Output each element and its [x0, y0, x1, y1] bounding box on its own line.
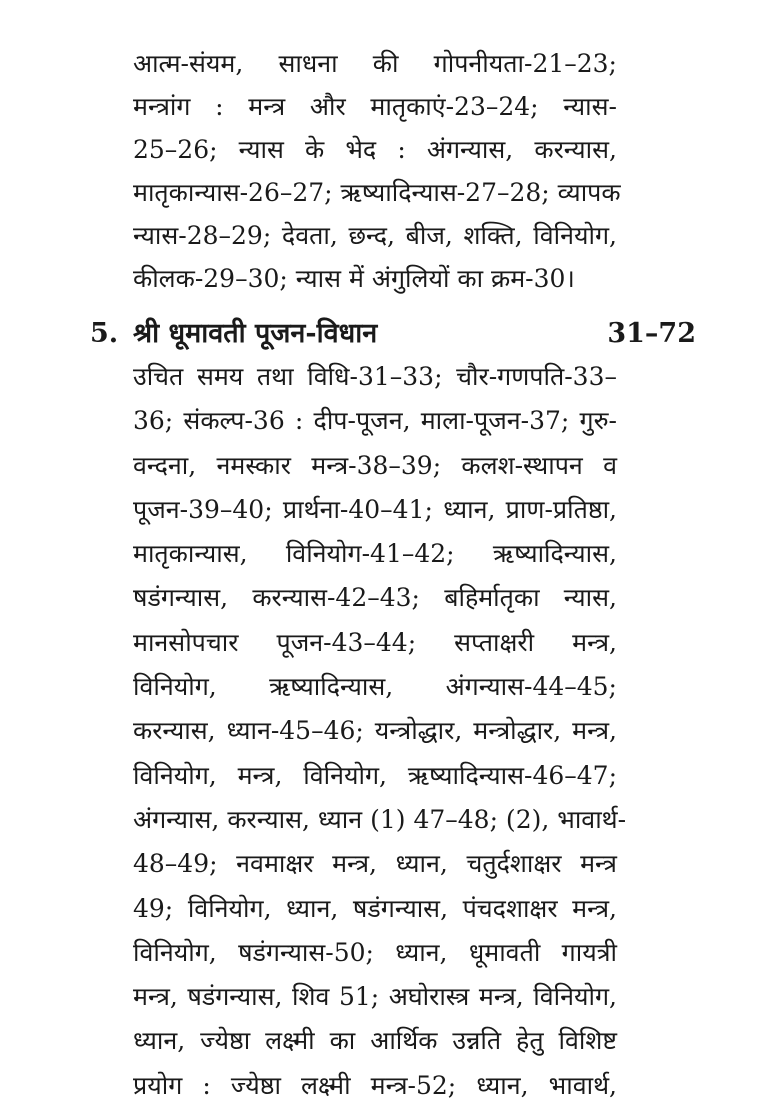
- text-line: आत्म-संयम, साधना की गोपनीयता-21–23;: [133, 49, 617, 78]
- text-line: 25–26; न्यास के भेद : अंगन्यास, करन्यास,: [133, 135, 617, 164]
- text-line: मन्त्रांग : मन्त्र और मातृकाएं-23–24; न्यास-: [133, 92, 617, 121]
- section-5-heading: [90, 312, 696, 356]
- text-line: षडंगन्यास, करन्यास-42–43; बहिर्मातृका न्यास,: [133, 583, 617, 613]
- text-line: मातृकान्यास, विनियोग-41–42; ऋष्यादिन्यास,: [133, 539, 617, 569]
- text-line: विनियोग, ऋष्यादिन्यास, अंगन्यास-44–45;: [133, 672, 617, 702]
- section-number: 5.: [90, 318, 119, 349]
- text-line: उचित समय तथा विधि-31–33; चौर-गणपति-33–: [133, 362, 617, 391]
- text-line: कीलक-29–30; न्यास में अंगुलियों का क्रम-30।: [133, 264, 575, 293]
- text-line: प्रयोग : ज्येष्ठा लक्ष्मी मन्त्र-52; ध्यान, भावार्थ,: [133, 1070, 617, 1100]
- text-line: पूजन-39–40; प्रार्थना-40–41; ध्यान, प्राण-प्रतिष्ठा,: [133, 494, 617, 524]
- text-line: 36; संकल्प-36 : दीप-पूजन, माला-पूजन-37; गुरु-: [133, 406, 617, 436]
- text-line: विनियोग, षडंगन्यास-50; ध्यान, धूमावती गायत्री: [133, 937, 617, 967]
- section-title: श्री धूमावती पूजन-विधान: [133, 318, 378, 349]
- text-line: मातृकान्यास-26–27; ऋष्यादिन्यास-27–28; व्यापक: [133, 178, 621, 207]
- section-5-contents-text: [133, 355, 627, 1108]
- text-line: 48–49; नवमाक्षर मन्त्र, ध्यान, चतुर्दशाक्षर मन्त्र: [133, 849, 617, 879]
- section-4-continued-text: [133, 42, 621, 300]
- text-line: ध्यान, ज्येष्ठा लक्ष्मी का आर्थिक उन्नति हेतु विशिष्ट: [133, 1026, 617, 1056]
- text-line: न्यास-28–29; देवता, छन्द, बीज, शक्ति, विनियोग,: [133, 221, 617, 250]
- text-line: अंगन्यास, करन्यास, ध्यान (1) 47–48; (2), भावार्थ-: [133, 804, 627, 834]
- text-line: मन्त्र, षडंगन्यास, शिव 51; अघोरास्त्र मन्त्र, विनियोग,: [133, 982, 617, 1012]
- text-line: मानसोपचार पूजन-43–44; सप्ताक्षरी मन्त्र,: [133, 627, 617, 657]
- text-line: 49; विनियोग, ध्यान, षडंगन्यास, पंचदशाक्षर मन्त्र,: [133, 893, 617, 923]
- text-line: विनियोग, मन्त्र, विनियोग, ऋष्यादिन्यास-46–47;: [133, 760, 617, 790]
- section-page-range: 31–72: [607, 318, 696, 349]
- text-line: करन्यास, ध्यान-45–46; यन्त्रोद्धार, मन्त्रोद्धार, मन्त्र,: [133, 716, 617, 746]
- text-line: वन्दना, नमस्कार मन्त्र-38–39; कलश-स्थापन व: [133, 450, 617, 480]
